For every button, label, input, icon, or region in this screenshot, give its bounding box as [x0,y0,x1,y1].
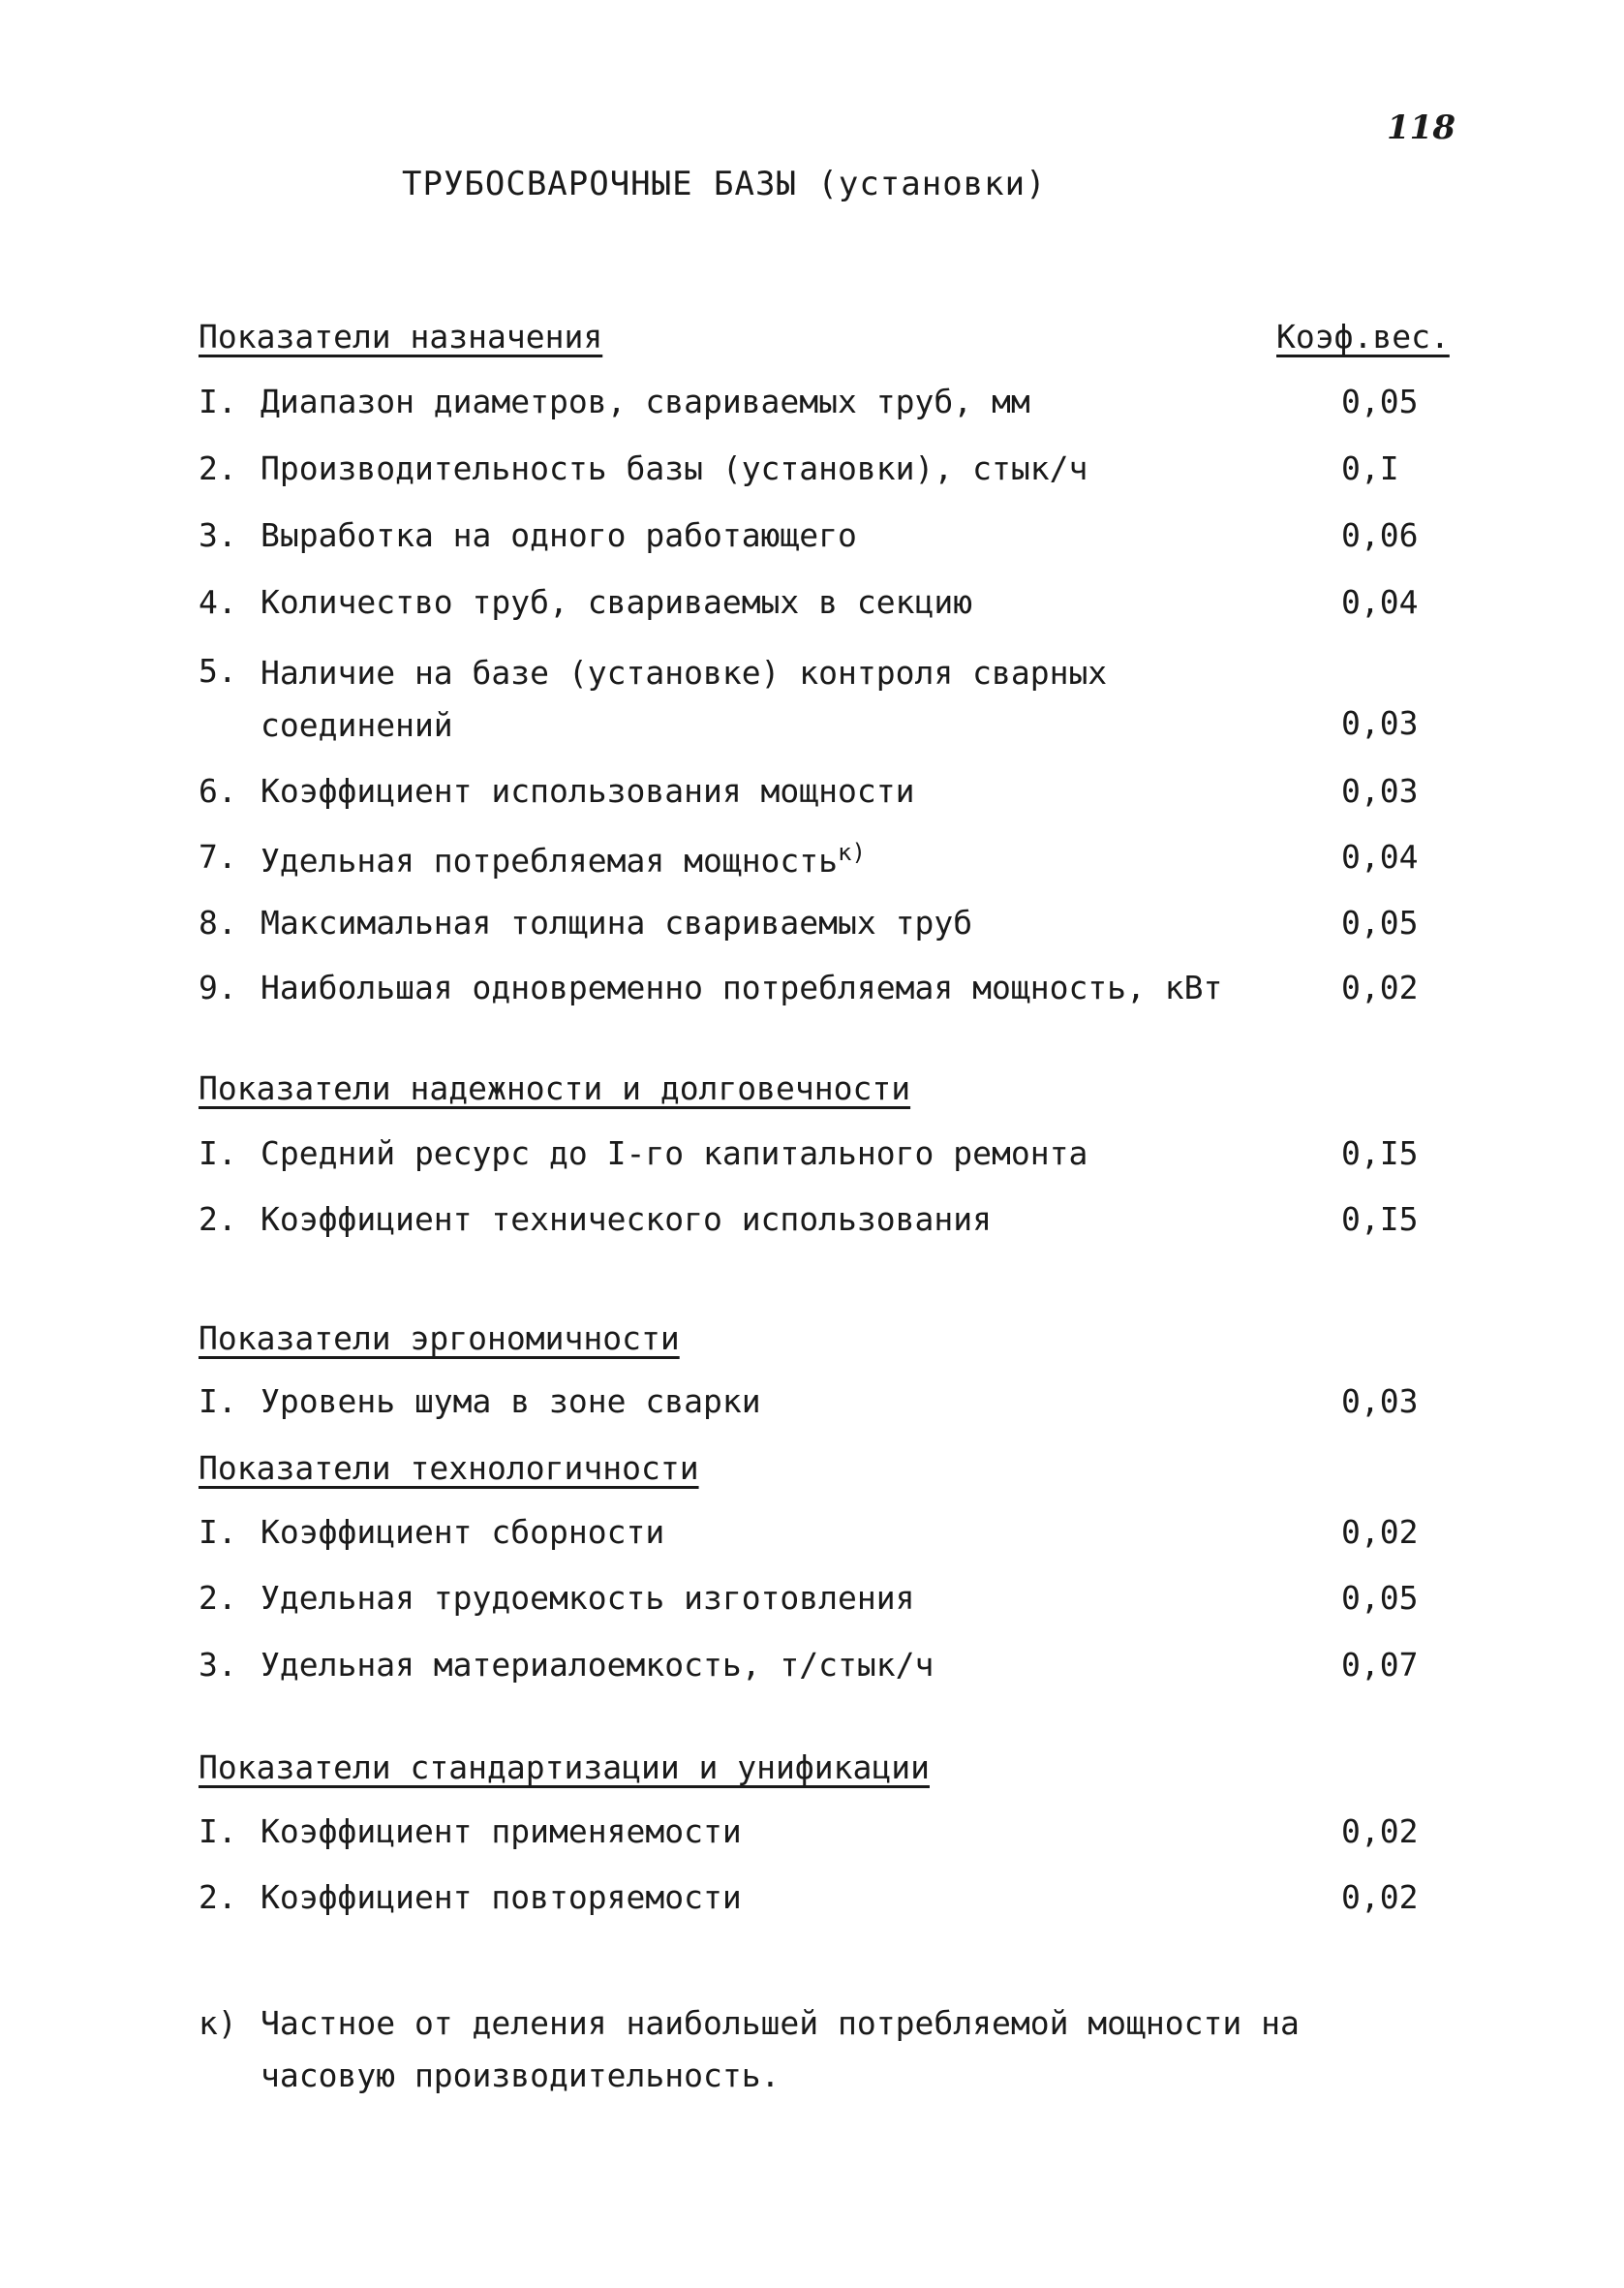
item-number: 3. [199,516,237,554]
item-text: Наибольшая одновременно потребляемая мощность, кВт [260,969,1223,1006]
section-heading-standardization: Показатели стандартизации и унификации [199,1748,930,1786]
item-number: I. [199,1134,237,1172]
item-text: Коэффициент повторяемости [260,1878,742,1916]
item-text: Количество труб, свариваемых в секцию [260,583,973,621]
item-coefficient: 0,04 [1341,838,1419,876]
item-text: Наличие на базе (установке) контроля сварных соединений [260,654,1108,744]
item-coefficient: 0,07 [1341,1646,1419,1684]
section-heading-manufacturability: Показатели технологичности [199,1449,699,1487]
item-number: 5. [199,652,237,690]
item-coefficient: 0,02 [1341,969,1419,1006]
item-text-main: Удельная потребляемая мощность [260,842,839,880]
item-text: Диапазон диаметров, свариваемых труб, мм [260,383,1030,420]
footnote-marker: к) [838,839,866,866]
item-number: 2. [199,1200,237,1238]
item-text [260,839,866,880]
page-number: 118 [1387,108,1455,147]
item-coefficient: 0,I5 [1341,1200,1419,1238]
coefficient-weight-header: Коэф.вес. [1276,318,1450,356]
item-text: Максимальная толщина свариваемых труб [260,904,973,942]
item-text: Уровень шума в зоне сварки [260,1382,761,1420]
item-coefficient: 0,02 [1341,1513,1419,1551]
item-coefficient: 0,03 [1341,1382,1419,1420]
item-number: I. [199,1382,237,1420]
item-text: Коэффициент сборности [260,1513,665,1551]
item-coefficient: 0,04 [1341,583,1419,621]
item-number: 7. [199,838,237,876]
item-number: 8. [199,904,237,942]
item-coefficient: 0,05 [1341,1579,1419,1617]
item-number: 2. [199,1579,237,1617]
item-number: 4. [199,583,237,621]
item-number: 9. [199,969,237,1006]
item-text: Удельная трудоемкость изготовления [260,1579,915,1617]
item-coefficient: 0,05 [1341,904,1419,942]
section-heading-reliability: Показатели надежности и долговечности [199,1069,911,1107]
section-heading-purpose: Показатели назначения [199,318,603,356]
item-text: Удельная материалоемкость, т/стык/ч [260,1646,935,1684]
item-number: I. [199,1513,237,1551]
item-number: I. [199,1812,237,1850]
item-text: Производительность базы (установки), стык/ч [260,449,1088,487]
item-number: 2. [199,449,237,487]
item-coefficient: 0,03 [1341,704,1419,742]
document-title: ТРУБОСВАРОЧНЫЕ БАЗЫ (установки) [402,165,1047,203]
item-coefficient: 0,06 [1341,516,1419,554]
item-number: I. [199,383,237,420]
item-coefficient: 0,02 [1341,1878,1419,1916]
item-text: Средний ресурс до I-го капитального ремонта [260,1134,1088,1172]
footnote-mark: к) [199,2004,237,2042]
item-text: Коэффициент использования мощности [260,772,915,810]
item-coefficient: 0,I5 [1341,1134,1419,1172]
footnote-text: Частное от деления наибольшей потребляемой мощности на часовую производительность. [260,2004,1300,2094]
item-coefficient: 0,05 [1341,383,1419,420]
item-number: 2. [199,1878,237,1916]
item-coefficient: 0,02 [1341,1812,1419,1850]
item-number: 3. [199,1646,237,1684]
item-text: Коэффициент применяемости [260,1812,742,1850]
section-heading-ergonomics: Показатели эргономичности [199,1319,680,1357]
item-coefficient: 0,03 [1341,772,1419,810]
item-coefficient: 0,I [1341,449,1399,487]
item-number: 6. [199,772,237,810]
item-text: Выработка на одного работающего [260,516,857,554]
item-text: Коэффициент технического использования [260,1200,992,1238]
